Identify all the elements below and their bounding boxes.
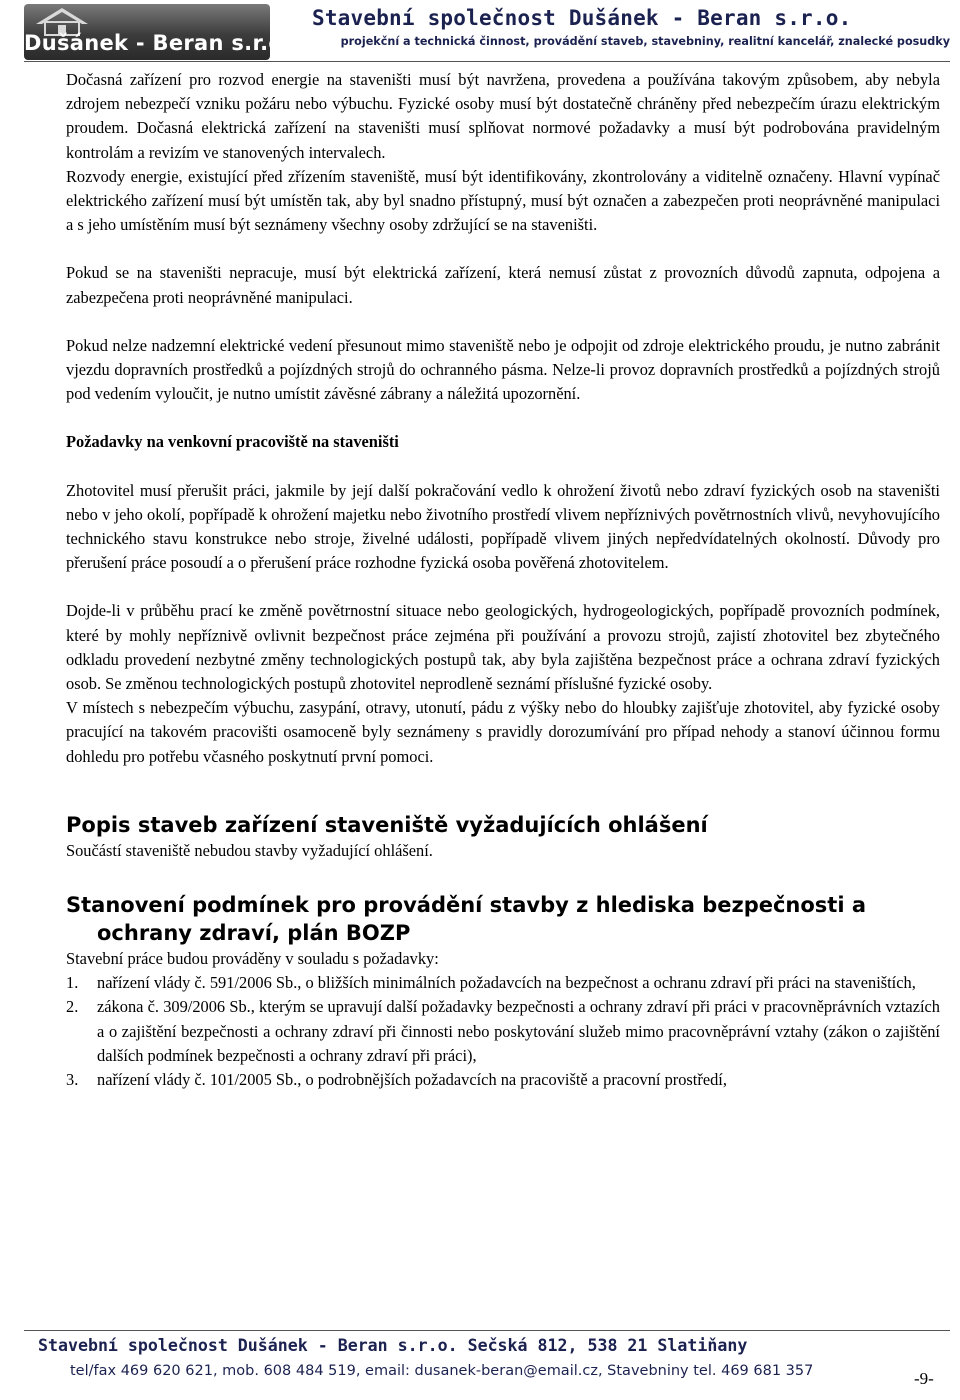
paragraph: Dočasná zařízení pro rozvod energie na staveništi musí být navržena, provedena a používána takovým způsobem, aby nebyla zdrojem nebezpečí vzniku požáru nebo výbuchu. Fyzické osoby musí být dostatečně chráněny před nebezpečím úrazu elektrickým proudem. Dočasná elektrická zařízení na staveništi musí splňovat normové požadavky a musí být podrobována pravidelným kontrolám a revizím ve stanovených intervalech. bbox=[66, 70, 940, 162]
heading-line: Stanovení podmínek pro provádění stavby z hlediska bezpečnosti a bbox=[66, 893, 867, 918]
list-item bbox=[66, 971, 940, 995]
page-header bbox=[0, 0, 960, 62]
list-text: zákona č. 309/2006 Sb., kterým se upravují další požadavky bezpečnosti a ochrany zdraví při práci v pracovněprávních vztazích a o zajištění bezpečnosti a ochrany zdraví při činnosti nebo poskytování služeb mimo pracovněprávní vztahy (zákon o zajištění dalších podmínek bezpečnosti a ochrany zdraví při práci), bbox=[97, 997, 940, 1065]
footer-address: Stavební společnost Dušánek - Beran s.r.o. Sečská 812, 538 21 Slatiňany bbox=[38, 1336, 748, 1355]
list-number: 1. bbox=[66, 973, 79, 993]
list-item bbox=[66, 995, 940, 1068]
list-number: 2. bbox=[66, 997, 79, 1017]
company-logo bbox=[24, 4, 292, 60]
paragraph: Pokud se na staveništi nepracuje, musí být elektrická zařízení, která nemusí zůstat z provozních důvodů zapnuta, odpojena a zabezpečena proti neoprávněné manipulaci. bbox=[66, 263, 940, 307]
list-text: nařízení vlády č. 101/2005 Sb., o podrobnějších požadavcích na pracoviště a pracovní prostředí, bbox=[97, 1070, 727, 1090]
company-title: Stavební společnost Dušánek - Beran s.r.o. bbox=[312, 6, 852, 30]
paragraph: V místech s nebezpečím výbuchu, zasypání, otravy, utonutí, pádu z výšky nebo do hloubky zajišťuje zhotovitel, aby fyzické osoby pracující na takovém pracovišti osamoceně byly seznámeny s pravidly dorozumívání pro případ nehody a stanoví účinnou formu dohledu pro potřebu včasného poskytnutí první pomoci. bbox=[66, 698, 940, 766]
footer-contacts: tel/fax 469 620 621, mob. 608 484 519, email: dusanek-beran@email.cz, Stavebniny tel. 469 681 357 bbox=[70, 1363, 814, 1379]
logo-text: Dušánek - Beran s.r.o. bbox=[24, 31, 292, 55]
section-subheading: Požadavky na venkovní pracoviště na staveništi bbox=[66, 432, 399, 452]
list-text: nařízení vlády č. 591/2006 Sb., o bližších minimálních požadavcích na bezpečnost a ochranu zdraví při práci na staveništích, bbox=[97, 973, 916, 993]
paragraph: Dojde-li v průběhu prací ke změně povětrnostní situace nebo geologických, hydrogeologických, popřípadě provozních podmínek, které by mohly nepříznivě ovlivnit bezpečnost práce zejména při používání a provozu strojů, zajistí zhotovitel bez zbytečného odkladu provedení nezbytné změny technologických postupů tak, aby byla zajištěna bezpečnost práce a ochrana zdraví fyzických osob. Se změnou technologických postupů zhotovitel neprodleně seznámí příslušné fyzické osoby. bbox=[66, 601, 940, 694]
requirements-list bbox=[66, 971, 940, 1092]
list-item bbox=[66, 1068, 940, 1092]
heading-line: ochrany zdraví, plán BOZP bbox=[97, 921, 411, 946]
company-subtitle: projekční a technická činnost, provádění staveb, stavebniny, realitní kancelář, znalecké posudky bbox=[340, 35, 950, 48]
page-number: -9- bbox=[914, 1369, 934, 1388]
list-number: 3. bbox=[66, 1070, 79, 1090]
paragraph: Stavební práce budou prováděny v souladu s požadavky: bbox=[66, 949, 439, 969]
paragraph: Rozvody energie, existující před zřízením staveniště, musí být identifikovány, zkontrolovány a viditelně označeny. Hlavní vypínač elektrického zařízení musí být umístěn tak, aby byl snadno přístupný, musí být označen a zabezpečen proti neoprávněné manipulaci a s jeho umístěním musí být seznámeny všechny osoby zdržující se na staveništi. bbox=[66, 166, 940, 235]
footer-divider bbox=[24, 1330, 950, 1331]
page-footer bbox=[0, 1320, 960, 1400]
header-divider bbox=[24, 61, 950, 62]
paragraph: Součástí staveniště nebudou stavby vyžadující ohlášení. bbox=[66, 840, 433, 860]
document-body bbox=[66, 68, 940, 1092]
section-heading: Popis staveb zařízení staveniště vyžadujících ohlášení bbox=[66, 812, 708, 837]
paragraph: Zhotovitel musí přerušit práci, jakmile by její další pokračování vedlo k ohrožení životů nebo zdraví fyzických osob na staveništi nebo v jeho okolí, popřípadě k ohrožení majetku nebo životního prostředí vlivem nepříznivých povětrnostních vlivů, nevyhovujícího technického stavu konstrukce nebo stroje, živelné události, popřípadě vlivem jiných nepředvídatelných okolností. Důvody pro přerušení práce posoudí a o přerušení práce rozhodne fyzická osoba pověřená zhotovitelem. bbox=[66, 480, 940, 573]
section-heading bbox=[66, 891, 940, 947]
paragraph: Pokud nelze nadzemní elektrické vedení přesunout mimo staveniště nebo je odpojit od zdroje elektrického proudu, je nutno zabránit vjezdu dopravních prostředků a pojízdných strojů do ochranného pásma. Nelze-li provoz dopravních prostředků a pojízdných strojů pod vedením vyloučit, je nutno umístit závěsné zábrany a náležitá upozornění. bbox=[66, 335, 940, 404]
